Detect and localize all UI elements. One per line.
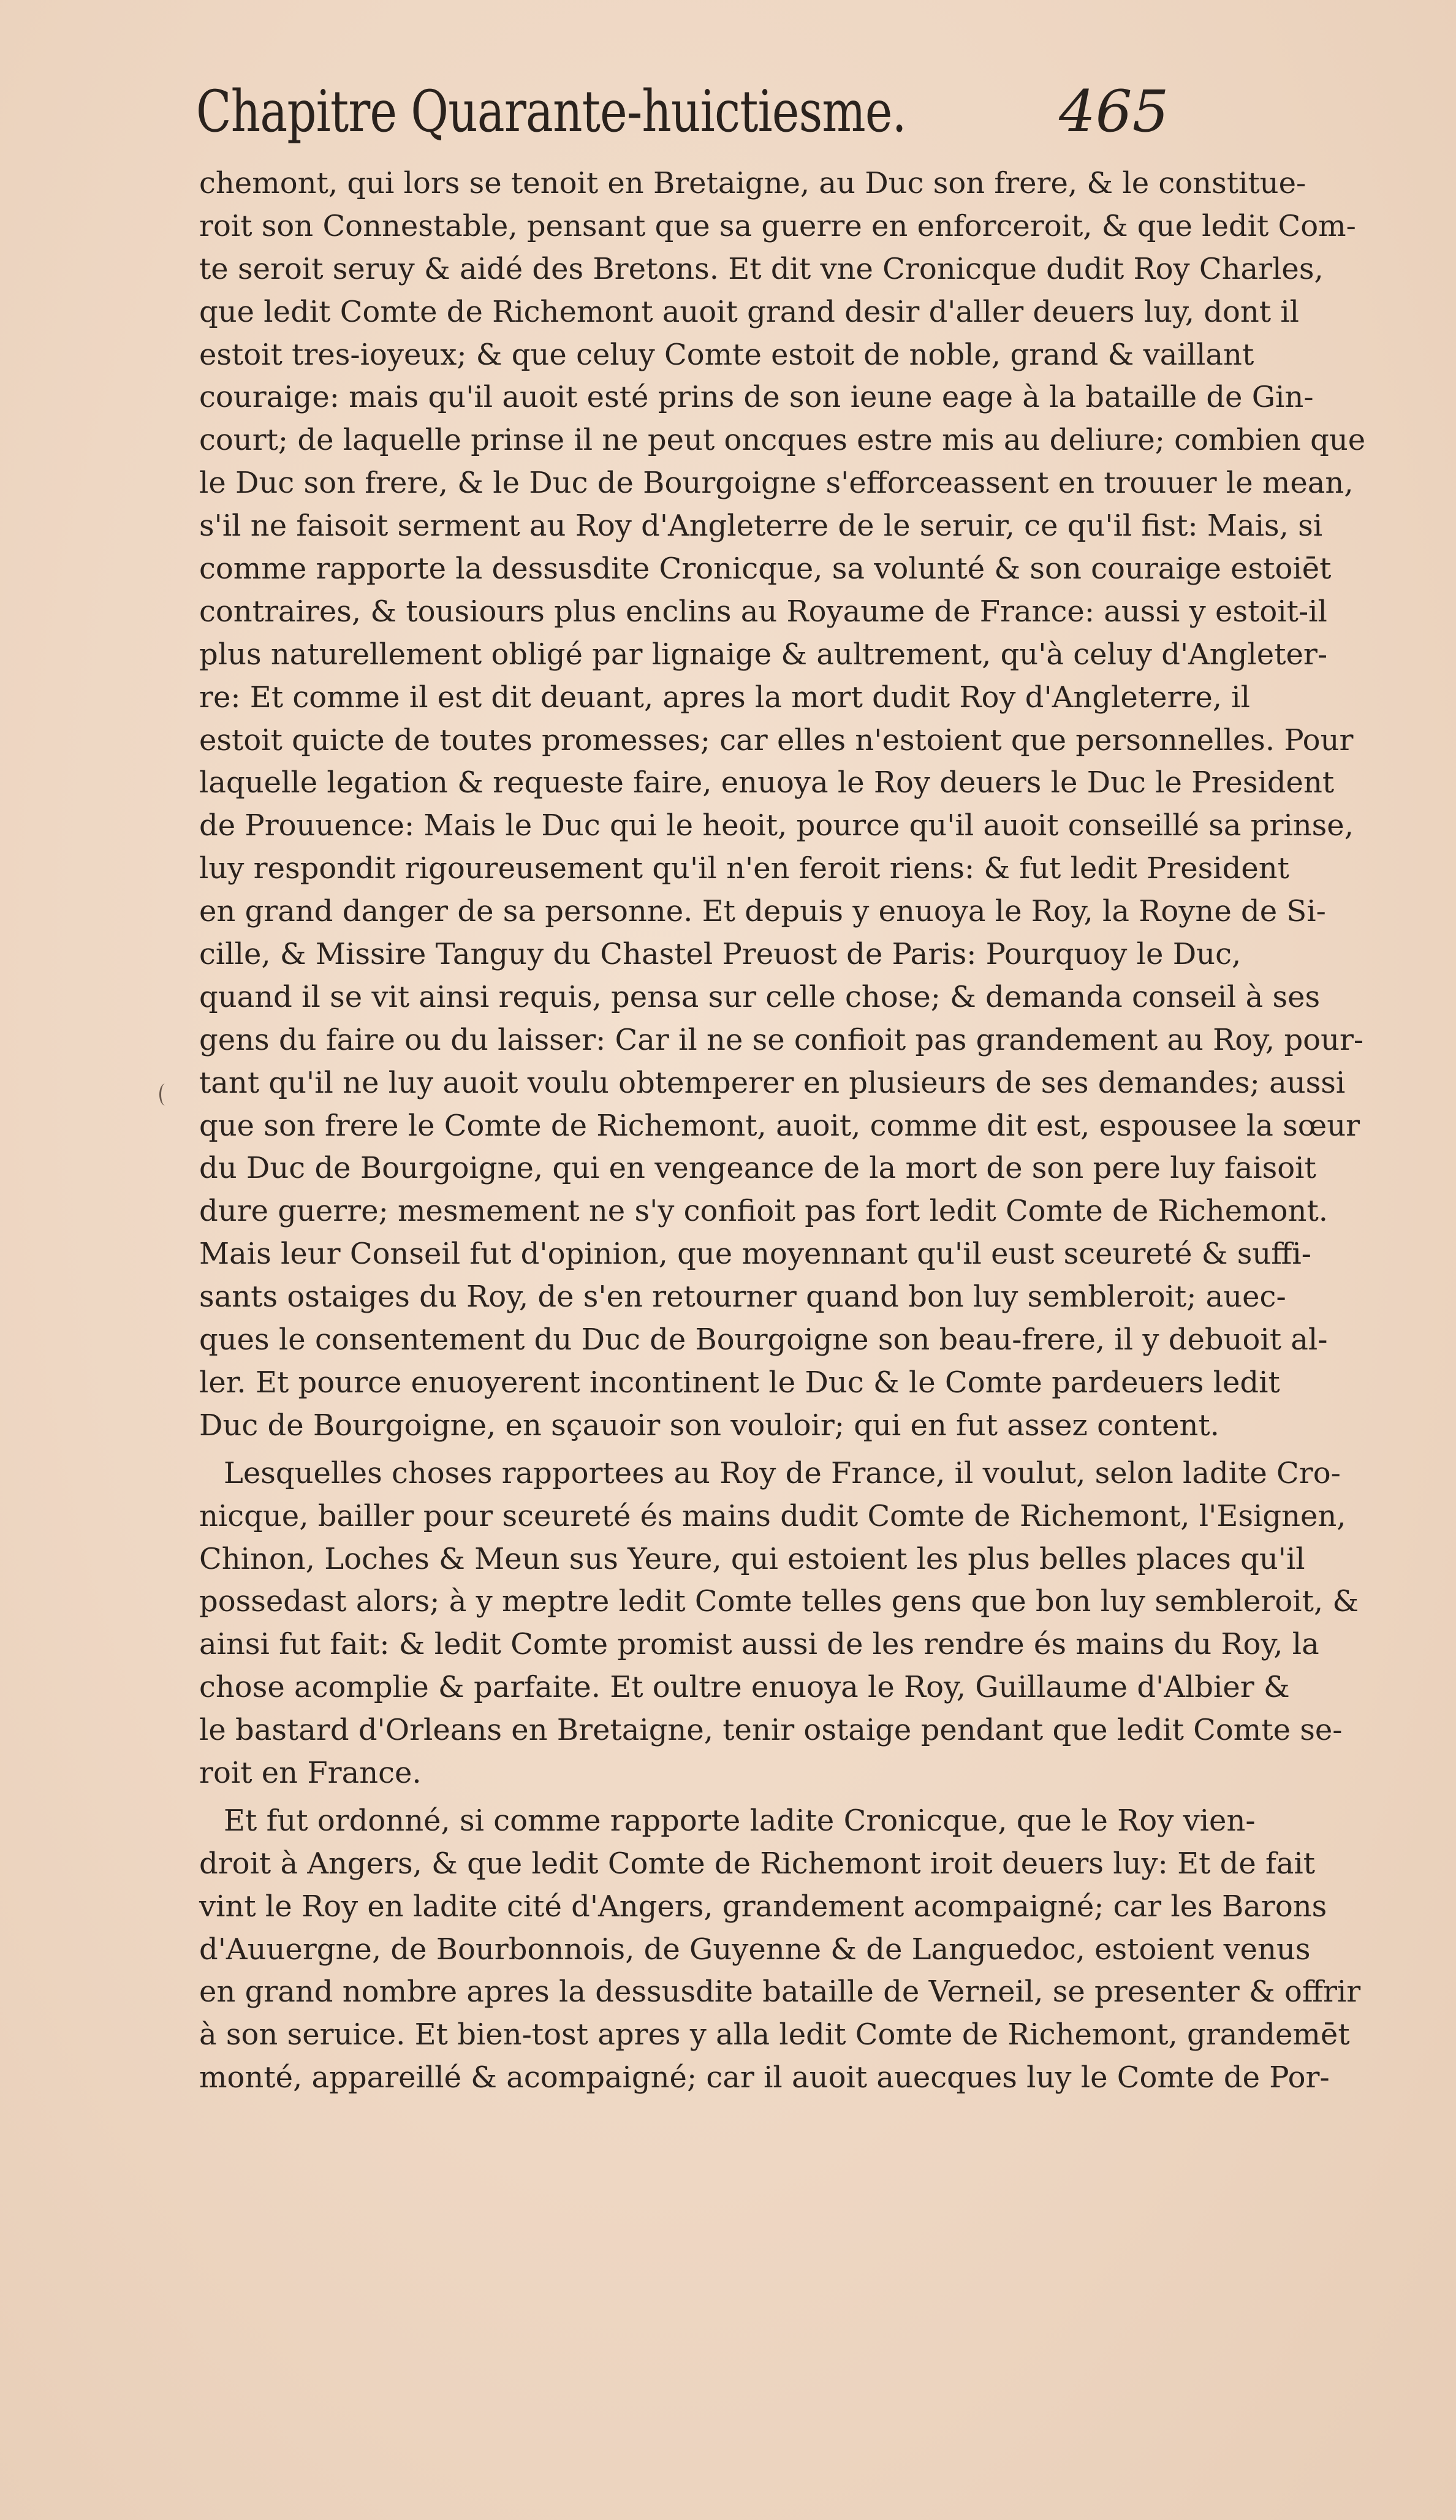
text-line: Mais leur Conseil fut d'opinion, que moyennant qu'il eust sceureté & suffi- — [199, 1237, 1311, 1272]
text-line: du Duc de Bourgoigne, qui en vengeance de la mort de son pere luy faisoit — [199, 1151, 1316, 1186]
running-head: Chapitre Quarante-huictiesme. — [196, 78, 906, 145]
text-line: quand il se vit ainsi requis, pensa sur celle chose; & demanda conseil à ses — [199, 979, 1321, 1014]
text-line: cille, & Missire Tanguy du Chastel Preuost de Paris: Pourquoy le Duc, — [199, 937, 1242, 972]
text-line: que ledit Comte de Richemont auoit grand desir d'aller deuers luy, dont il — [199, 294, 1300, 329]
text-line: vint le Roy en ladite cité d'Angers, grandement acompaigné; car les Barons — [199, 1889, 1327, 1924]
text-line: re: Et comme il est dit deuant, apres la mort dudit Roy d'Angleterre, il — [199, 680, 1250, 715]
text-line: sants ostaiges du Roy, de s'en retourner quand bon luy sembleroit; auec- — [199, 1280, 1286, 1315]
text-line: chemont, qui lors se tenoit en Bretaigne, au Duc son frere, & le constitue- — [199, 166, 1306, 200]
paragraph — [199, 162, 1366, 1448]
text-line: droit à Angers, & que ledit Comte de Richemont iroit deuers luy: Et de fait — [199, 1846, 1316, 1881]
text-line: comme rapporte la dessusdite Cronicque, sa volunté & son couraige estoiēt — [199, 552, 1332, 586]
text-line: plus naturellement obligé par lignaige & aultrement, qu'à celuy d'Angleter- — [199, 637, 1328, 672]
text-line: Chinon, Loches & Meun sus Yeure, qui estoient les plus belles places qu'il — [199, 1541, 1305, 1576]
paragraph — [199, 1800, 1361, 2100]
text-line: ques le consentement du Duc de Bourgoigne son beau-frere, il y debuoit al- — [199, 1323, 1328, 1357]
text-line: roit en France. — [199, 1755, 422, 1790]
text-line: en grand danger de sa personne. Et depuis y enuoya le Roy, la Royne de Si- — [199, 894, 1326, 929]
page-header — [196, 72, 1177, 152]
text-line: Lesquelles choses rapportees au Roy de France, il voulut, selon ladite Cro- — [224, 1455, 1341, 1490]
text-line: monté, appareillé & acompaigné; car il auoit auecques luy le Comte de Por- — [199, 2060, 1330, 2095]
text-line: d'Auuergne, de Bourbonnois, de Guyenne & de Languedoc, estoient venus — [199, 1932, 1311, 1967]
text-line: estoit tres-ioyeux; & que celuy Comte estoit de noble, grand & vaillant — [199, 337, 1254, 372]
text-line: laquelle legation & requeste faire, enuoya le Roy deuers le Duc le President — [199, 765, 1335, 800]
text-line: roit son Connestable, pensant que sa guerre en enforceroit, & que ledit Com- — [199, 208, 1356, 243]
text-line: possedast alors; à y meptre ledit Comte telles gens que bon luy sembleroit, & — [199, 1584, 1359, 1619]
text-line: Et fut ordonné, si comme rapporte ladite Cronicque, que le Roy vien- — [224, 1803, 1256, 1838]
text-line: luy respondit rigoureusement qu'il n'en feroit riens: & fut ledit President — [199, 851, 1289, 886]
text-line: couraige: mais qu'il auoit esté prins de son ieune eage à la bataille de Gin- — [199, 380, 1314, 415]
text-line: à son seruice. Et bien-tost apres y alla ledit Comte de Richemont, grandemēt — [199, 2017, 1350, 2052]
text-line: s'il ne faisoit serment au Roy d'Angleterre de le seruir, ce qu'il fist: Mais, si — [199, 509, 1323, 544]
text-line: dure guerre; mesmement ne s'y confioit pas fort ledit Comte de Richemont. — [199, 1194, 1328, 1229]
text-line: contraires, & tousiours plus enclins au Royaume de France: aussi y estoit-il — [199, 594, 1327, 629]
text-line: de Prouuence: Mais le Duc qui le heoit, pource qu'il auoit conseillé sa prinse, — [199, 808, 1354, 843]
text-line: le Duc son frere, & le Duc de Bourgoigne s'efforceassent en trouuer le mean, — [199, 466, 1354, 501]
text-line: te seroit seruy & aidé des Bretons. Et dit vne Cronicque dudit Roy Charles, — [199, 251, 1324, 286]
text-line: que son frere le Comte de Richemont, auoit, comme dit est, espousee la sœur — [199, 1108, 1360, 1143]
text-line: nicque, bailler pour sceureté és mains dudit Comte de Richemont, l'Esignen, — [199, 1498, 1346, 1533]
text-line: estoit quicte de toutes promesses; car elles n'estoient que personnelles. Pour — [199, 723, 1354, 757]
text-line: tant qu'il ne luy auoit voulu obtemperer en plusieurs de ses demandes; aussi — [199, 1065, 1346, 1100]
text-line: gens du faire ou du laisser: Car il ne se confioit pas grandement au Roy, pour- — [199, 1022, 1364, 1057]
text-line: chose acomplie & parfaite. Et oultre enuoya le Roy, Guillaume d'Albier & — [199, 1670, 1290, 1705]
margin-mark-icon — [159, 1084, 171, 1106]
text-line: Duc de Bourgoigne, en sçauoir son vouloir; qui en fut assez content. — [199, 1408, 1219, 1443]
text-line: ainsi fut fait: & ledit Comte promist aussi de les rendre és mains du Roy, la — [199, 1627, 1319, 1662]
body-text — [199, 162, 1366, 2100]
text-line: ler. Et pource enuoyerent incontinent le Duc & le Comte pardeuers ledit — [199, 1365, 1280, 1400]
text-line: en grand nombre apres la dessusdite bataille de Verneil, se presenter & offrir — [199, 1975, 1361, 2010]
text-line: le bastard d'Orleans en Bretaigne, tenir ostaige pendant que ledit Comte se- — [199, 1713, 1343, 1748]
paragraph — [199, 1452, 1359, 1795]
page-number: 465 — [1059, 78, 1169, 145]
text-line: court; de laquelle prinse il ne peut oncques estre mis au deliure; combien que — [199, 423, 1366, 458]
